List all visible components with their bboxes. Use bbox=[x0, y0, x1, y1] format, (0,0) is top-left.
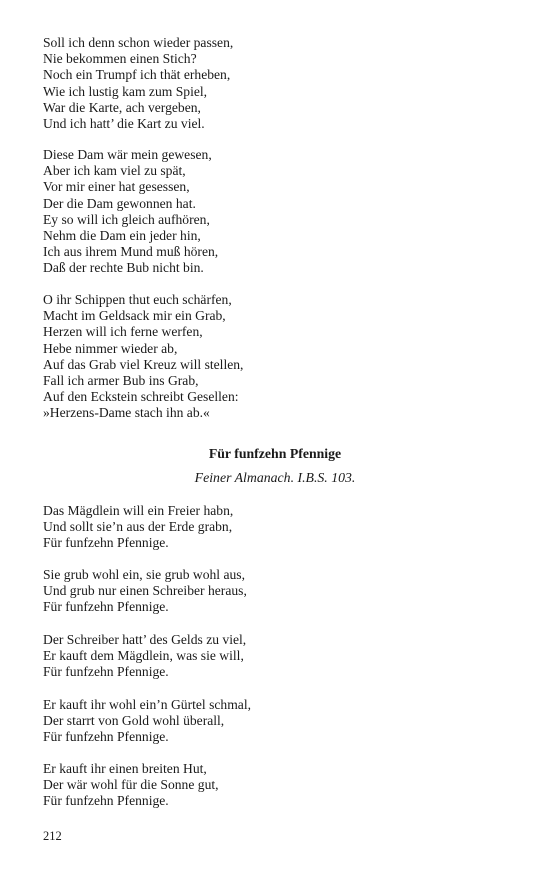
verse-line: Noch ein Trumpf ich thät erheben, bbox=[43, 67, 231, 83]
verse-line: Für funfzehn Pfennige. bbox=[43, 793, 169, 809]
verse-line: Auf den Eckstein schreibt Gesellen: bbox=[43, 389, 239, 405]
verse-line: Auf das Grab viel Kreuz will stellen, bbox=[43, 356, 244, 372]
verse-line: Und ich hatt’ die Kart zu viel. bbox=[43, 116, 205, 132]
verse-line: Und grub nur einen Schreiber heraus, bbox=[43, 583, 247, 599]
verse-line: Fall ich armer Bub ins Grab, bbox=[43, 373, 199, 389]
stanza bbox=[43, 503, 513, 552]
verse-line: Diese Dam wär mein gewesen, bbox=[43, 147, 212, 162]
verse-line: Er kauft ihr einen breiten Hut, bbox=[43, 761, 207, 776]
verse-line: »Herzens-Dame stach ihn ab.« bbox=[43, 405, 210, 421]
verse-line: War die Karte, ach vergeben, bbox=[43, 99, 201, 115]
verse-line: Der starrt von Gold wohl überall, bbox=[43, 713, 225, 729]
verse-line: Nie bekommen einen Stich? bbox=[43, 51, 197, 67]
stanza bbox=[43, 147, 513, 277]
poem-source: Feiner Almanach. I.B.S. 103. bbox=[194, 470, 356, 485]
verse-line: Für funfzehn Pfennige. bbox=[43, 729, 169, 745]
verse-line: O ihr Schippen thut euch schärfen, bbox=[43, 292, 232, 307]
verse-line: Ey so will ich gleich aufhören, bbox=[43, 211, 210, 227]
verse-line: Und sollt sie’n aus der Erde grabn, bbox=[43, 519, 233, 535]
stanza bbox=[43, 761, 513, 810]
verse-line: Für funfzehn Pfennige. bbox=[43, 535, 169, 551]
verse-line: Ich aus ihrem Mund muß hören, bbox=[43, 244, 219, 260]
stanza bbox=[43, 292, 513, 422]
stanza bbox=[43, 697, 513, 746]
verse-line: Für funfzehn Pfennige. bbox=[43, 599, 169, 615]
verse-line: Der wär wohl für die Sonne gut, bbox=[43, 777, 219, 793]
verse-line: Daß der rechte Bub nicht bin. bbox=[43, 260, 204, 276]
page-number: 212 bbox=[43, 829, 62, 843]
verse-line: Sie grub wohl ein, sie grub wohl aus, bbox=[43, 567, 245, 582]
stanza bbox=[43, 632, 513, 681]
verse-line: Der Schreiber hatt’ des Gelds zu viel, bbox=[43, 632, 247, 647]
verse-line: Hebe nimmer wieder ab, bbox=[43, 340, 178, 356]
verse-line: Für funfzehn Pfennige. bbox=[43, 664, 169, 680]
verse-line: Herzen will ich ferne werfen, bbox=[43, 324, 203, 340]
verse-line: Macht im Geldsack mir ein Grab, bbox=[43, 308, 226, 324]
verse-line: Soll ich denn schon wieder passen, bbox=[43, 35, 234, 50]
verse-line: Er kauft dem Mägdlein, was sie will, bbox=[43, 648, 244, 664]
stanza bbox=[43, 567, 513, 616]
stanza bbox=[43, 35, 513, 132]
verse-line: Der die Dam gewonnen hat. bbox=[43, 195, 196, 211]
verse-line: Das Mägdlein will ein Freier habn, bbox=[43, 503, 234, 518]
verse-line: Er kauft ihr wohl ein’n Gürtel schmal, bbox=[43, 697, 252, 712]
poem-title: Für funfzehn Pfennige bbox=[208, 446, 342, 461]
verse-line: Aber ich kam viel zu spät, bbox=[43, 163, 186, 179]
verse-line: Vor mir einer hat gesessen, bbox=[43, 179, 190, 195]
verse-line: Wie ich lustig kam zum Spiel, bbox=[43, 83, 208, 99]
verse-line: Nehm die Dam ein jeder hin, bbox=[43, 228, 201, 244]
